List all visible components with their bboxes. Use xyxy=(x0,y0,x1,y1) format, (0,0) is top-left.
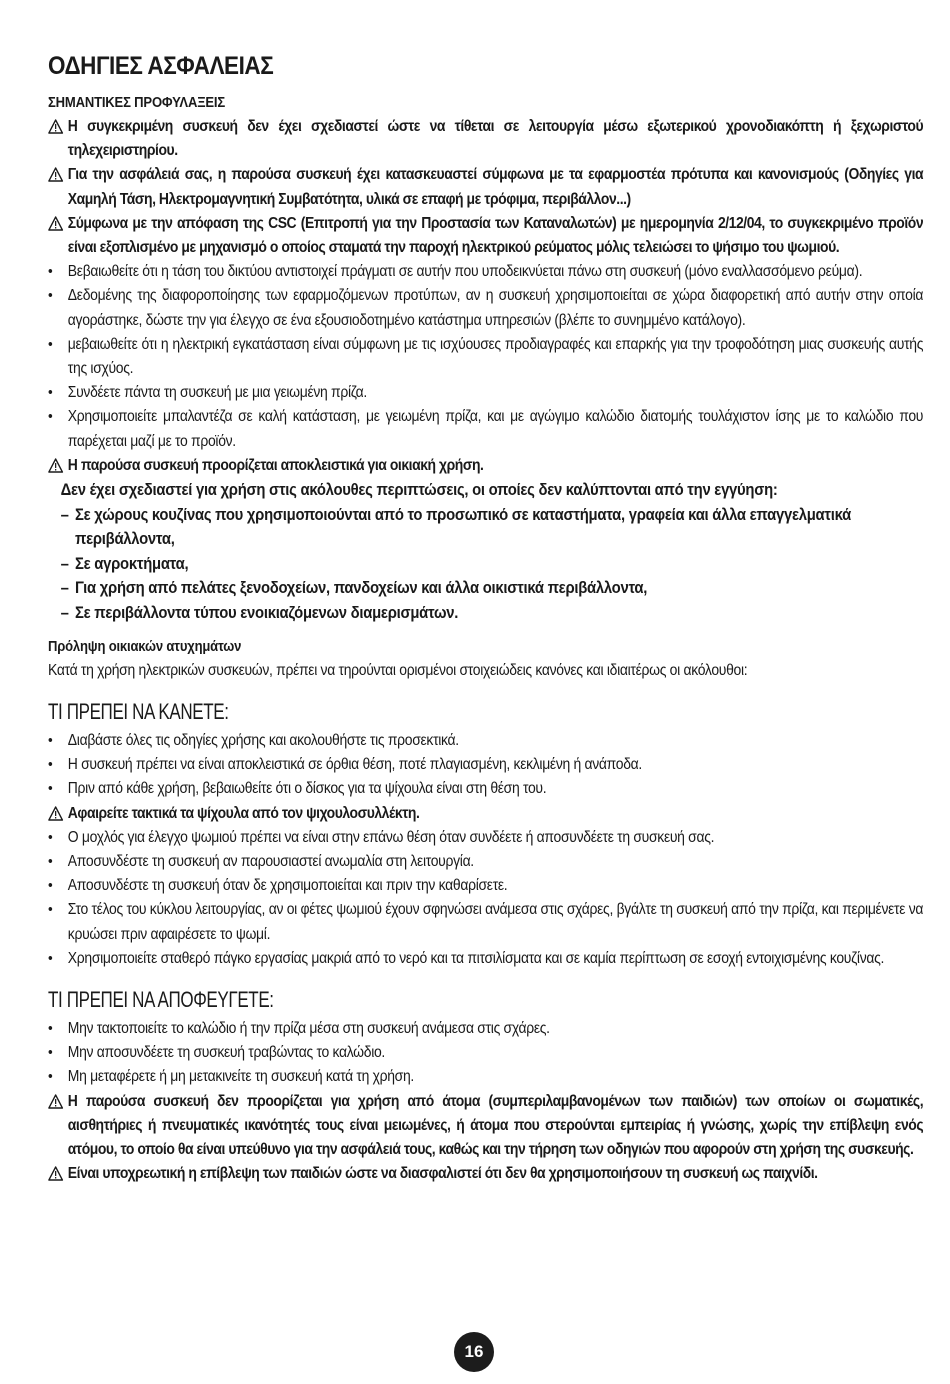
bullet-item xyxy=(48,1041,923,1065)
precautions-heading: ΣΗΜΑΝΤΙΚΕΣ ΠΡΟΦΥΛΑΞΕΙΣ xyxy=(48,95,226,111)
item-text: Αποσυνδέστε τη συσκευή όταν δε χρησιμοποιείται και πριν την καθαρίσετε. xyxy=(67,877,508,895)
item-text: Ο μοχλός για έλεγχο ψωμιού πρέπει να είναι στην επάνω θέση όταν συνδέετε ή αποσυνδέετε τη συσκευή σας. xyxy=(67,828,715,846)
bullet-icon: • xyxy=(48,335,53,353)
warning-triangle-icon xyxy=(48,1090,66,1117)
bullet-icon: • xyxy=(48,263,53,281)
warning-triangle-icon xyxy=(48,115,66,142)
item-text: Πριν από κάθε χρήση, βεβαιωθείτε ότι ο δίσκος για τα ψίχουλα είναι στη θέση του. xyxy=(67,780,547,798)
bullet-icon: • xyxy=(48,780,53,798)
dash-marker: – xyxy=(60,554,69,573)
bullet-icon: • xyxy=(48,853,53,871)
bullet-icon: • xyxy=(48,756,53,774)
item-text: Είναι υποχρεωτική η επίβλεψη των παιδιών ώστε να διασφαλιστεί ότι δεν θα χρησιμοποιήσουν τη συσκευή ως παιχνίδι. xyxy=(67,1165,818,1183)
warning-triangle-icon xyxy=(48,212,66,239)
precautions-list xyxy=(48,115,923,478)
item-text: μεβαιωθείτε ότι η ηλεκτρική εγκατάσταση είναι σύμφωνη με τις ισχύουσες προδιαγραφές και επαρκής για την τροφοδότηση μιας συσκευής αυτής της ισχύος. xyxy=(67,335,924,378)
bullet-item xyxy=(48,753,923,777)
item-text: Χρησιμοποιείτε μπαλαντέζα σε καλή κατάσταση, με γειωμένη πρίζα, και με αγώγιμο καλώδιο διατομής τουλάχιστον ίσης με το καλώδιο που παρέχεται μαζί με το προϊόν. xyxy=(67,408,924,450)
bullet-icon: • xyxy=(48,1044,53,1062)
warning-item xyxy=(48,163,923,211)
bullet-item xyxy=(48,874,923,898)
exclusions-list xyxy=(48,503,923,626)
bullet-item xyxy=(48,898,923,946)
item-text: Σύμφωνα με την απόφαση της CSC (Επιτροπή για την Προστασία των Καταναλωτών) με ημερομηνία 2/12/04, το συγκεκριμένο προϊόν είναι εξοπλισμένο με μηχανισμό ο οποίος σταματά την παροχή ηλεκτρικού ρεύματος μόλις τελειώσει το ψήσιμο του ψωμιού. xyxy=(67,214,924,257)
item-text: Αποσυνδέστε τη συσκευή αν παρουσιαστεί ανωμαλία στη λειτουργία. xyxy=(67,853,474,871)
item-text: Διαβάστε όλες τις οδηγίες χρήσης και ακολουθήστε τις προσεκτικά. xyxy=(67,732,459,750)
dont-heading: ΤΙ ΠΡΕΠΕΙ ΝΑ ΑΠΟΦΕΥΓΕΤΕ: xyxy=(48,987,274,1013)
bullet-item xyxy=(48,381,923,405)
exclusion-text: Σε χώρους κουζίνας που χρησιμοποιούνται από το προσωπικό σε καταστήματα, γραφεία και άλλα επαγγελματικά περιβάλλοντα, xyxy=(75,505,851,549)
warning-item xyxy=(48,1162,923,1186)
warning-item xyxy=(48,454,923,478)
item-text: Χρησιμοποιείτε σταθερό πάγκο εργασίας μακριά από το νερό και τα πιτσιλίσματα και σε καμία περίπτωση σε εσοχή εντοιχισμένης κουζίνας. xyxy=(67,949,885,967)
bullet-item xyxy=(48,260,923,284)
prevention-heading: Πρόληψη οικιακών ατυχημάτων xyxy=(48,639,242,656)
bullet-item xyxy=(48,333,923,381)
bullet-icon: • xyxy=(48,1020,53,1038)
bullet-icon: • xyxy=(48,1068,53,1086)
exclusion-intro: Δεν έχει σχεδιαστεί για χρήση στις ακόλουθες περιπτώσεις, οι οποίες δεν καλύπτονται από την εγγύηση: xyxy=(60,481,778,500)
bullet-icon: • xyxy=(48,877,53,895)
bullet-item xyxy=(48,777,923,801)
item-text: Μην αποσυνδέετε τη συσκευή τραβώντας το καλώδιο. xyxy=(67,1044,385,1062)
warning-triangle-icon xyxy=(48,163,66,190)
exclusion-text: Σε περιβάλλοντα τύπου ενοικιαζόμενων διαμερισμάτων. xyxy=(75,603,459,622)
page-number: 16 xyxy=(454,1332,494,1372)
bullet-icon: • xyxy=(48,732,53,750)
item-text: Βεβαιωθείτε ότι η τάση του δικτύου αντιστοιχεί πράγματι σε αυτήν που υποδεικνύεται πάνω στη συσκευή (μόνο εναλλασσόμενο ρεύμα). xyxy=(67,263,863,281)
item-text: Μη μεταφέρετε ή μη μετακινείτε τη συσκευή κατά τη χρήση. xyxy=(67,1068,414,1086)
item-text: Συνδέετε πάντα τη συσκευή με μια γειωμένη πρίζα. xyxy=(67,384,367,402)
item-text: Μην τακτοποιείτε το καλώδιο ή την πρίζα μέσα στη συσκευή ανάμεσα στις σχάρες. xyxy=(67,1020,550,1038)
item-text: Αφαιρείτε τακτικά τα ψίχουλα από τον ψιχουλοσυλλέκτη. xyxy=(67,804,420,822)
warning-triangle-icon xyxy=(48,802,66,829)
warning-item xyxy=(48,115,923,163)
item-text: Η συσκευή πρέπει να είναι αποκλειστικά σε όρθια θέση, ποτέ πλαγιασμένη, κεκλιμένη ή ανάποδα. xyxy=(67,756,642,774)
bullet-icon: • xyxy=(48,901,53,919)
bullet-item xyxy=(48,826,923,850)
item-text: Δεδομένης της διαφοροποίησης των εφαρμοζόμενων προτύπων, αν η συσκευή χρησιμοποιείται σε χώρα διαφορετική από αυτήν στην οποία αγοράστηκε, δώστε την για έλεγχο σε ένα εξουσιοδοτημένο κατάστημα υπηρεσιών (βλέπε το συνημμένο κατάλογο). xyxy=(67,287,924,329)
warning-item xyxy=(48,802,923,826)
bullet-icon: • xyxy=(48,287,53,305)
bullet-item xyxy=(48,1065,923,1089)
do-heading: ΤΙ ΠΡΕΠΕΙ ΝΑ ΚΑΝΕΤΕ: xyxy=(48,699,229,725)
prevention-text: Κατά τη χρήση ηλεκτρικών συσκευών, πρέπει να τηρούνται ορισμένοι στοιχειώδεις κανόνες και ιδιαιτέρως οι ακόλουθοι: xyxy=(48,662,748,680)
bullet-icon: • xyxy=(48,408,53,426)
item-text: Η παρούσα συσκευή δεν προορίζεται για χρήση από άτομα (συμπεριλαμβανομένων των παιδιών) των οποίων οι σωματικές, αισθητήριες ή πνευματικές ικανότητές τους είναι μειωμένες, ή άτομα που στερούνται εμπειρίας ή γνώσης, χωρίς την επίβλεψη ενός ατόμου, το οποίο θα είναι υπεύθυνο για την ασφάλειά τους, καθώς και την τήρηση των οδηγιών που αφορούν στη χρήση της συσκευής. xyxy=(67,1092,924,1159)
bullet-item xyxy=(48,729,923,753)
page-title: ΟΔΗΓΙΕΣ ΑΣΦΑΛΕΙΑΣ xyxy=(48,52,274,80)
exclusion-item xyxy=(48,601,923,626)
item-text: Για την ασφάλειά σας, η παρούσα συσκευή έχει κατασκευαστεί σύμφωνα με τα εφαρμοστέα πρότυπα και κανονισμούς (Οδηγίες για Χαμηλή Τάση, Ηλεκτρομαγνητική Συμβατότητα, υλικά σε επαφή με τρόφιμα, περιβάλλον...) xyxy=(67,166,924,208)
warning-triangle-icon xyxy=(48,454,66,481)
exclusion-text: Για χρήση από πελάτες ξενοδοχείων, πανδοχείων και άλλα οικιστικά περιβάλλοντα, xyxy=(75,579,648,598)
dash-marker: – xyxy=(60,603,69,622)
dash-marker: – xyxy=(60,579,69,598)
warning-triangle-icon xyxy=(48,1162,66,1189)
bullet-item xyxy=(48,405,923,453)
bullet-item xyxy=(48,947,923,971)
exclusion-text: Σε αγροκτήματα, xyxy=(75,554,189,573)
exclusion-item xyxy=(48,552,923,577)
do-list xyxy=(48,729,923,971)
warning-item xyxy=(48,1090,923,1163)
exclusion-item xyxy=(48,503,923,552)
item-text: Στο τέλος του κύκλου λειτουργίας, αν οι φέτες ψωμιού έχουν σφηνώσει ανάμεσα στις σχάρες, βγάλτε τη συσκευή από την πρίζα, και περιμένετε να κρυώσει πριν αφαιρέσετε το ψωμί. xyxy=(67,901,924,943)
warning-item xyxy=(48,212,923,260)
exclusion-item xyxy=(48,576,923,601)
bullet-item xyxy=(48,850,923,874)
bullet-item xyxy=(48,284,923,332)
bullet-icon: • xyxy=(48,949,53,967)
dont-list xyxy=(48,1017,923,1186)
item-text: Η συγκεκριμένη συσκευή δεν έχει σχεδιαστεί ώστε να τίθεται σε λειτουργία μέσω εξωτερικού χρονοδιακόπτη ή ξεχωριστού τηλεχειριστηρίου. xyxy=(67,118,924,160)
bullet-icon: • xyxy=(48,828,53,846)
manual-page xyxy=(48,52,924,1187)
bullet-icon: • xyxy=(48,384,53,402)
content-column xyxy=(48,52,923,1187)
item-text: Η παρούσα συσκευή προορίζεται αποκλειστικά για οικιακή χρήση. xyxy=(67,456,484,474)
bullet-item xyxy=(48,1017,923,1041)
dash-marker: – xyxy=(60,505,69,524)
